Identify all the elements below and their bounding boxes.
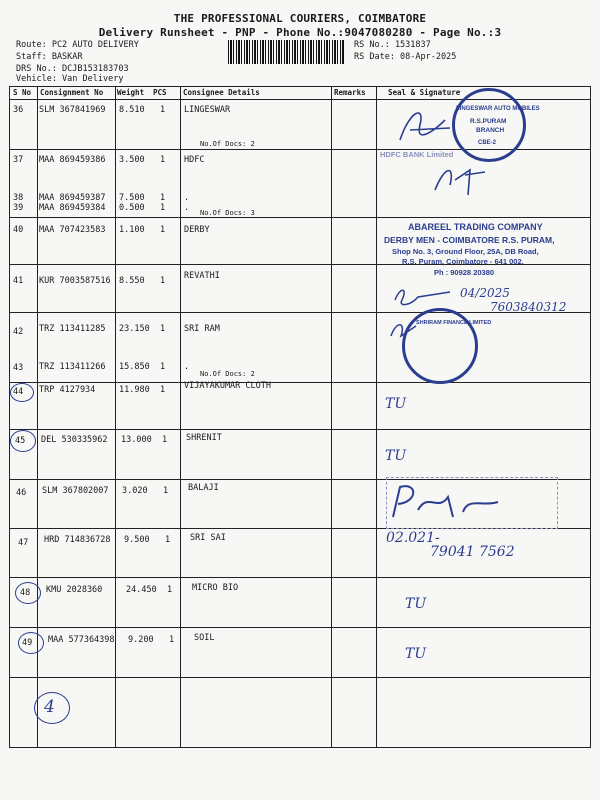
derby-stamp-line: DERBY MEN - COIMBATORE R.S. PURAM,: [384, 235, 555, 245]
table-row-sno: 45: [15, 436, 26, 446]
consignment-no: TRZ 113411285: [39, 324, 106, 334]
consignee: VIJAYAKUMAR CLOTH: [184, 381, 271, 391]
table-row-sno: 37: [13, 155, 24, 165]
consignment-no: SLM 367802007: [42, 486, 109, 496]
table-row-sno: 48: [20, 588, 31, 598]
weight: 3.500: [119, 155, 145, 165]
drs-number: DRS No.: DCJB153183703: [16, 64, 129, 74]
tu-mark: TU: [405, 596, 427, 612]
consignee: SRI RAM: [184, 324, 220, 334]
vehicle-label: Vehicle: Van Delivery: [16, 74, 124, 84]
consignee: BALAJI: [188, 483, 219, 493]
col-consignment: Consignment No: [40, 88, 104, 97]
weight: 8.510: [119, 105, 145, 115]
handwritten-phone: 79041 7562: [430, 544, 515, 560]
seal-text: SHRIRAM FINANCE LIMITED: [416, 320, 492, 326]
no-of-docs: No.Of Docs: 3: [200, 209, 255, 217]
col-seal: Seal & Signature: [388, 88, 461, 97]
col-remarks: Remarks: [334, 88, 366, 97]
pcs: 1: [165, 535, 171, 545]
weight: 23.150: [119, 324, 150, 334]
signature-42: [386, 316, 426, 346]
pcs: 1: [162, 435, 168, 445]
weight: 1.100: [119, 225, 145, 235]
weight: 9.200: [128, 635, 154, 645]
consignee: MICRO BIO: [192, 583, 239, 593]
consignee: SOIL: [194, 633, 215, 643]
consignee: .: [184, 362, 190, 372]
consignment-no: TRP 4127934: [39, 385, 96, 395]
consignment-no: DEL 530335962: [41, 435, 108, 445]
circle-mark: [10, 430, 36, 452]
seal-text: LINGESWAR AUTO MOBILES: [456, 106, 540, 112]
consignment-no: KUR 7003587516: [39, 276, 111, 286]
circle-mark: [15, 582, 41, 604]
seal-text: CBE-2: [478, 140, 497, 146]
derby-stamp-line: Shop No. 3, Ground Floor, 25A, DB Road,: [392, 247, 539, 256]
weight: 0.500: [119, 203, 145, 213]
staff-label: Staff: BASKAR: [16, 52, 83, 62]
runsheet-subtitle: Delivery Runsheet - PNP - Phone No.:9047080280 - Page No.:3: [98, 26, 502, 39]
weight: 8.550: [119, 276, 145, 286]
table-row-sno: 44: [13, 387, 24, 397]
table-row-sno: 38: [13, 193, 24, 203]
handwritten-phone: 7603840312: [490, 300, 567, 314]
consignee: SRI SAI: [190, 533, 226, 543]
signature-41: [390, 282, 460, 312]
tu-mark: TU: [405, 646, 427, 662]
pcs: 1: [160, 155, 166, 165]
table-row-sno: 41: [13, 276, 24, 286]
table-row-sno: 49: [22, 638, 33, 648]
consignment-no: MAA 577364398: [48, 635, 115, 645]
pcs: 1: [160, 105, 166, 115]
table-row-sno: 42: [13, 327, 24, 337]
handwritten-phone: 02.021-: [386, 530, 440, 546]
consignee: .: [184, 203, 190, 213]
pcs: 1: [160, 362, 166, 372]
handwritten-date: 04/2025: [460, 286, 510, 300]
hdfc-stamp: HDFC BANK Limited: [380, 150, 454, 159]
pcs: 1: [160, 324, 166, 334]
weight: 11.980: [119, 385, 150, 395]
derby-stamp-line: R.S. Puram, Coimbatore - 641 002.: [402, 257, 524, 266]
consignee: .: [184, 193, 190, 203]
pcs: 1: [160, 276, 166, 286]
no-of-docs: No.Of Docs: 2: [200, 370, 255, 378]
consignment-no: MAA 869459384: [39, 203, 106, 213]
table-row-sno: 40: [13, 225, 24, 235]
circle-mark: [10, 383, 34, 402]
pcs: 1: [160, 225, 166, 235]
lingeswar-seal: [452, 88, 526, 162]
derby-stamp-line: ABAREEL TRADING COMPANY: [408, 222, 543, 232]
pcs: 1: [167, 585, 173, 595]
signature-36: [390, 100, 460, 150]
pcs: 1: [163, 486, 169, 496]
no-of-docs: No.Of Docs: 2: [200, 140, 255, 148]
seal-text: BRANCH: [476, 127, 505, 134]
table-row-sno: 39: [13, 203, 24, 213]
barcode: [228, 40, 344, 64]
derby-stamp-line: Ph : 90928 20380: [434, 268, 495, 277]
consignment-no: KMU 2028360: [46, 585, 103, 595]
page-mark: 4: [44, 697, 55, 717]
table-row-sno: 46: [16, 488, 27, 498]
consignment-no: TRZ 113411266: [39, 362, 106, 372]
signature-46: [388, 482, 528, 522]
weight: 9.500: [124, 535, 150, 545]
consignment-no: HRD 714836728: [44, 535, 111, 545]
consignment-no: MAA 869459387: [39, 193, 106, 203]
delivery-table: [9, 86, 591, 748]
col-consignee: Consignee Details: [183, 88, 260, 97]
weight: 7.500: [119, 193, 145, 203]
pcs: 1: [160, 193, 166, 203]
circle-mark: [18, 632, 44, 654]
table-row-sno: 43: [13, 363, 24, 373]
col-pcs: PCS: [153, 88, 167, 97]
tu-mark: TU: [385, 448, 407, 464]
col-sno: S No: [13, 88, 32, 97]
signature-37: [430, 160, 490, 200]
consignment-no: MAA 869459386: [39, 155, 106, 165]
pcs: 1: [169, 635, 175, 645]
rs-date: RS Date: 08-Apr-2025: [354, 52, 457, 62]
pcs: 1: [160, 203, 166, 213]
consignment-no: SLM 367841969: [39, 105, 106, 115]
company-title: THE PROFESSIONAL COURIERS, COIMBATORE: [173, 12, 427, 25]
consignment-no: MAA 707423583: [39, 225, 106, 235]
route-label: Route: PC2 AUTO DELIVERY: [16, 40, 139, 50]
consignee: REVATHI: [184, 271, 220, 281]
weight: 13.000: [121, 435, 152, 445]
consignee: HDFC: [184, 155, 205, 165]
consignee: SHRENIT: [186, 433, 222, 443]
seal-text: R.S.PURAM: [470, 118, 507, 125]
consignee: LINGESWAR: [184, 105, 231, 115]
pcs: 1: [160, 385, 166, 395]
table-row-sno: 47: [18, 538, 29, 548]
table-row-sno: 36: [13, 105, 24, 115]
weight: 15.850: [119, 362, 150, 372]
rs-number: RS No.: 1531837: [354, 40, 431, 50]
weight: 24.450: [126, 585, 157, 595]
weight: 3.020: [122, 486, 148, 496]
consignee: DERBY: [184, 225, 210, 235]
tu-mark: TU: [385, 396, 407, 412]
col-weight: Weight: [117, 88, 145, 97]
